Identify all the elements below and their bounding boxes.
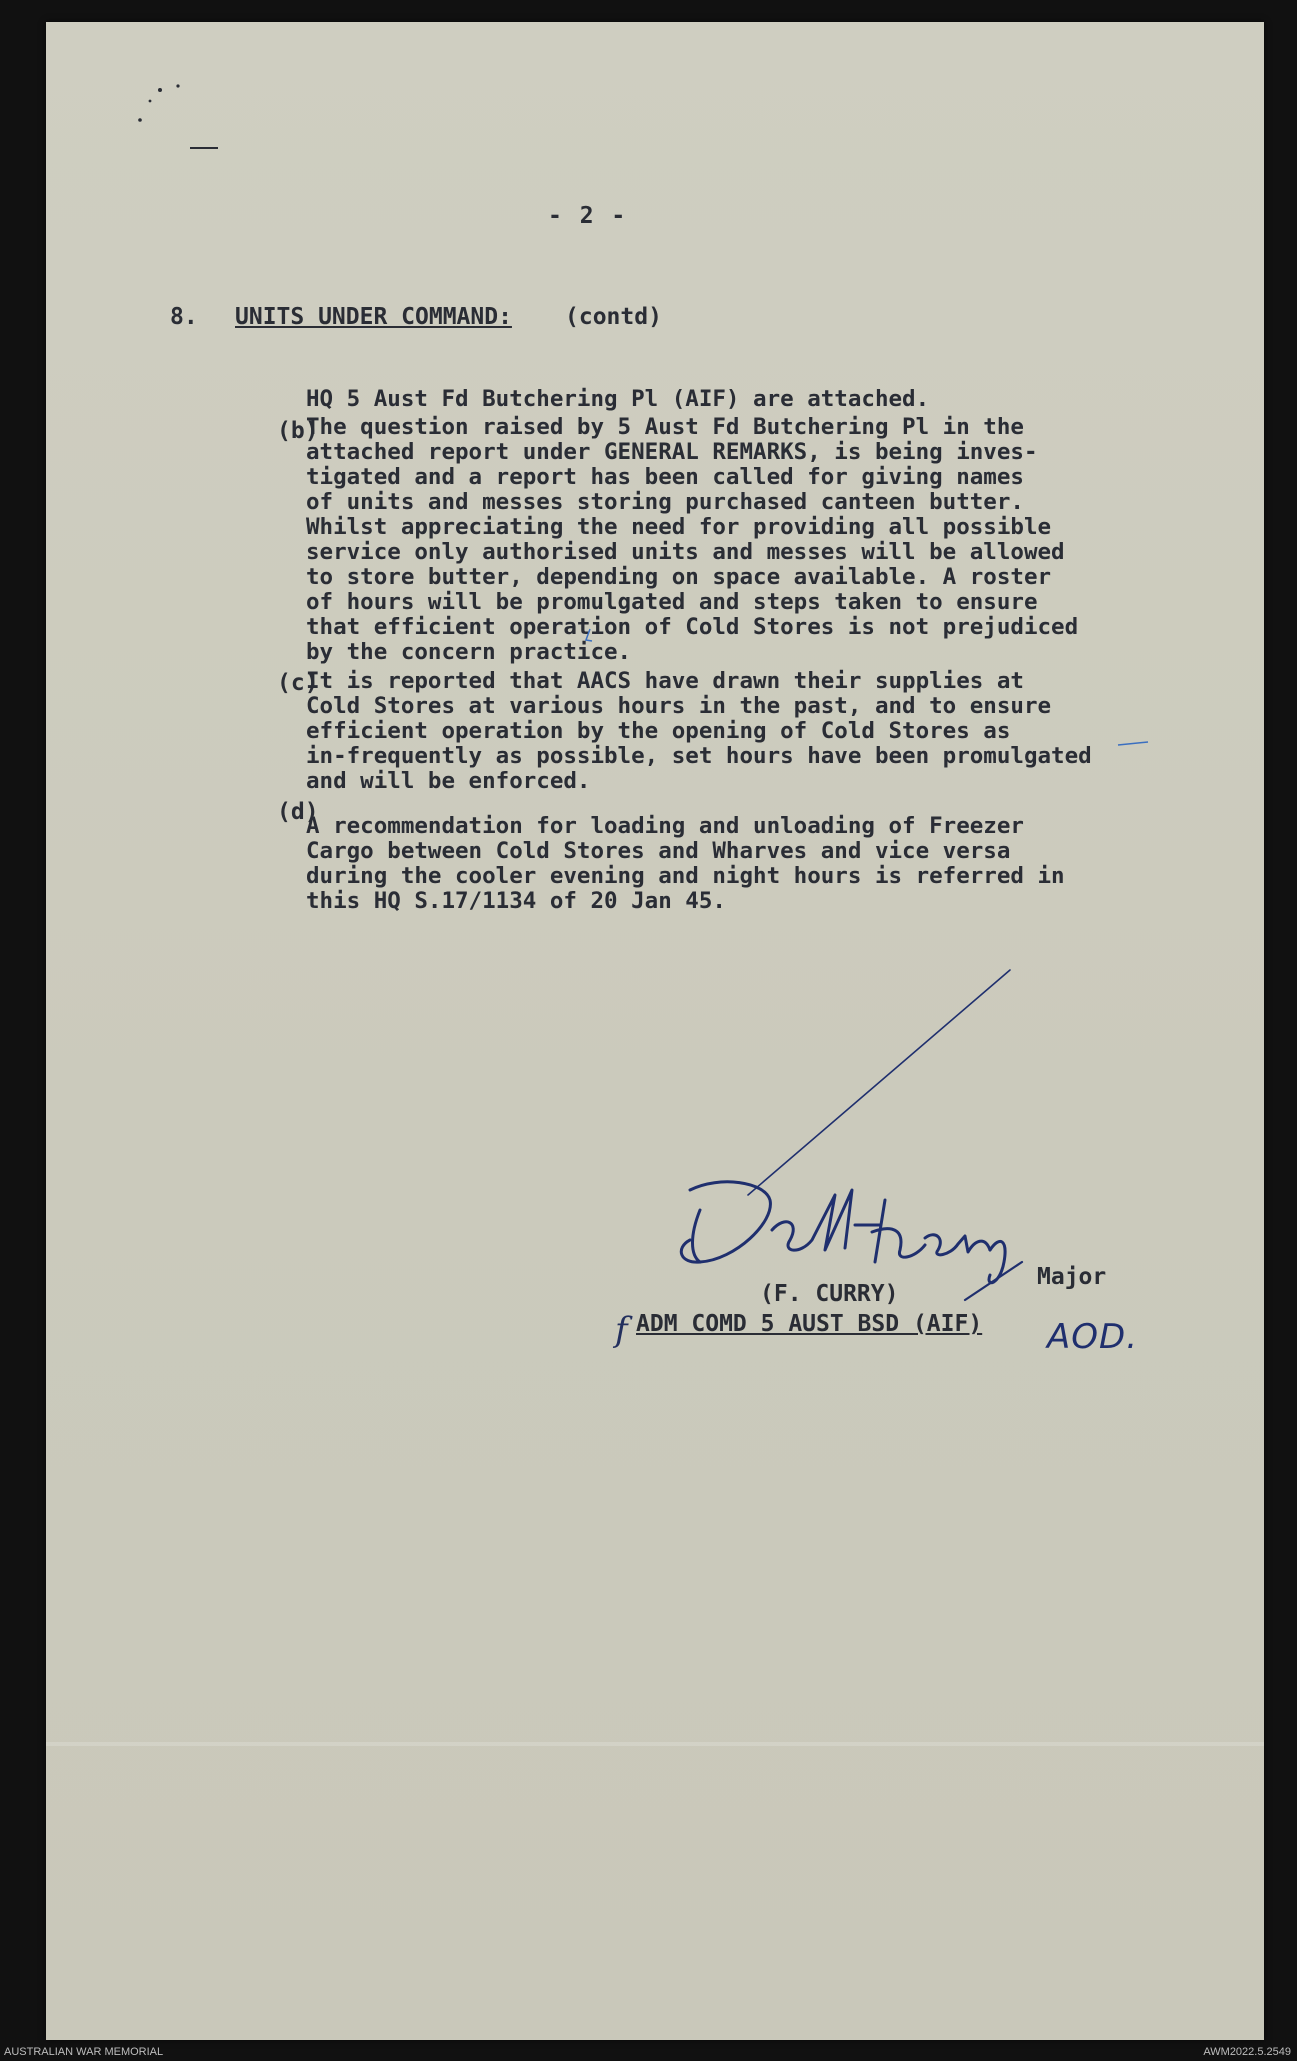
paragraph-label: (d) xyxy=(277,799,319,825)
section-heading: UNITS UNDER COMMAND: xyxy=(235,304,512,330)
paragraph-line: by the concern practice. xyxy=(306,639,632,665)
signatory-rank: Major xyxy=(1037,1264,1107,1290)
page-number: - 2 - xyxy=(548,203,628,229)
paragraph-line: A recommendation for loading and unloading of Freezer xyxy=(306,813,1024,839)
paragraph-line: The question raised by 5 Aust Fd Butchering Pl in the xyxy=(306,414,1024,440)
signatory-title: ADM COMD 5 AUST BSD (AIF) xyxy=(636,1311,983,1337)
paragraph-line: of hours will be promulgated and steps taken to ensure xyxy=(306,589,1038,615)
handwritten-note: AOD. xyxy=(1047,1317,1139,1357)
signatory-name: (F. CURRY) xyxy=(760,1281,899,1307)
paragraph-label: (c) xyxy=(277,670,319,696)
footer-institution: AUSTRALIAN WAR MEMORIAL xyxy=(4,2046,164,2058)
paragraph-line: to store butter, depending on space available. A roster xyxy=(306,564,1052,590)
paragraph-line: HQ 5 Aust Fd Butchering Pl (AIF) are attached. xyxy=(306,386,930,412)
paragraph-line: this HQ S.17/1134 of 20 Jan 45. xyxy=(306,888,726,914)
paragraph-line: Cold Stores at various hours in the past, and to ensure xyxy=(306,693,1052,719)
paragraph-line: It is reported that AACS have drawn their supplies at xyxy=(306,668,1024,694)
signature-prefix: f xyxy=(615,1310,628,1350)
paragraph-line: during the cooler evening and night hours is referred in xyxy=(306,863,1065,889)
paragraph-label: (b) xyxy=(277,418,319,444)
section-contd: (contd) xyxy=(565,304,662,330)
paragraph-line: Cargo between Cold Stores and Wharves and vice versa xyxy=(306,838,1011,864)
paragraph-line: that efficient operation of Cold Stores is not prejudiced xyxy=(306,614,1079,640)
paragraph-line: and will be enforced. xyxy=(306,768,591,794)
paragraph-line: of units and messes storing purchased canteen butter. xyxy=(306,489,1024,515)
paragraph-line: tigated and a report has been called for giving names xyxy=(306,464,1024,490)
paragraph-line: in-frequently as possible, set hours have been promulgated xyxy=(306,743,1092,769)
section-number: 8. xyxy=(170,304,198,330)
paragraph-line: service only authorised units and messes will be allowed xyxy=(306,539,1065,565)
paragraph-line: Whilst appreciating the need for providing all possible xyxy=(306,514,1052,540)
paragraph-line: attached report under GENERAL REMARKS, is being inves- xyxy=(306,439,1038,465)
footer-accession-number: AWM2022.5.2549 xyxy=(1203,2046,1291,2058)
paragraph-line: efficient operation by the opening of Cold Stores as xyxy=(306,718,1011,744)
